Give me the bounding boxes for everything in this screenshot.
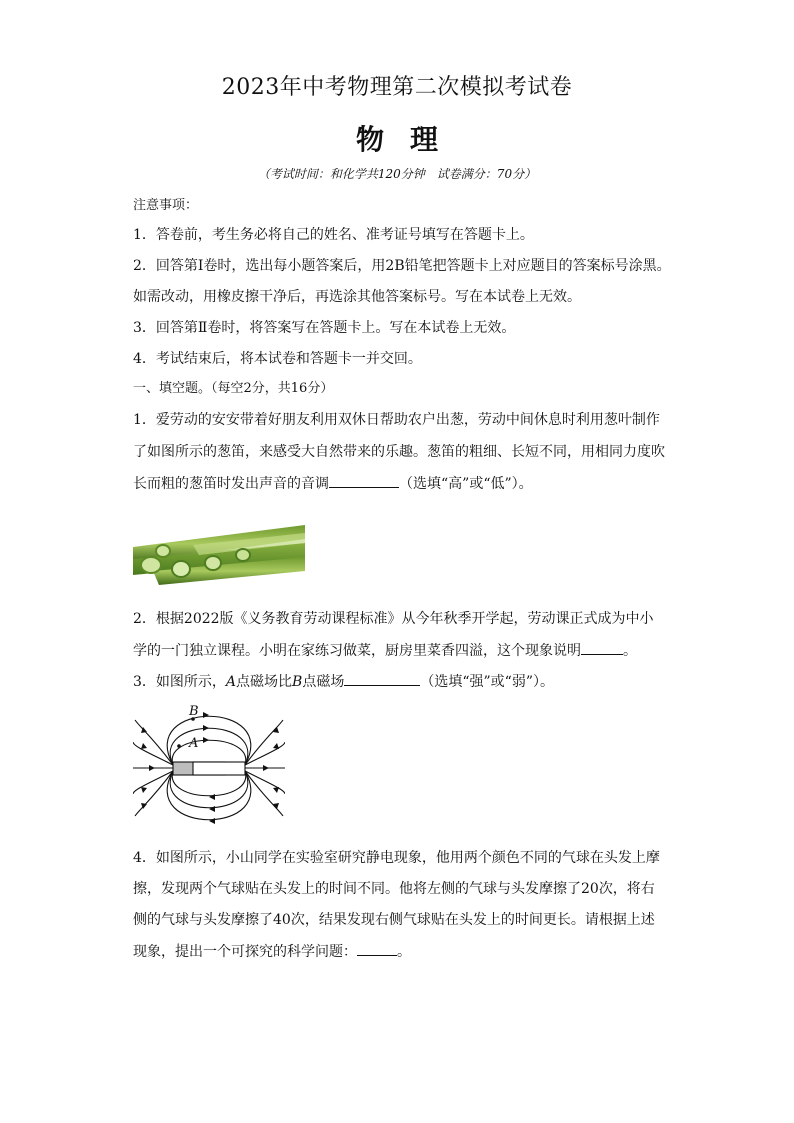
notice-item: 如需改动，用橡皮擦干净后，再选涂其他答案标号。写在本试卷上无效。: [133, 289, 581, 305]
exam-info: （考试时间：和化学共120分钟 试卷满分：70分）: [257, 167, 537, 181]
q3-var-a: A: [225, 674, 237, 690]
q4-text-post: 。: [397, 944, 411, 960]
subject-title: 物理: [355, 123, 464, 156]
answer-blank[interactable]: [581, 640, 623, 655]
q4-text: 侧的气球与头发摩擦了40次，结果发现右侧气球贴在头发上的时间更长。请根据上述: [133, 912, 655, 928]
q4-text: 擦，发现两个气球贴在头发上的时间不同。他将左侧的气球与头发摩擦了20次，将右: [133, 881, 655, 897]
onion-flute-image: [133, 521, 305, 585]
q2-text: [133, 640, 637, 661]
q2-text: 2．根据2022版《义务教育劳动课程标准》从今年秋季开学起，劳动课正式成为中小: [133, 611, 654, 627]
q3-text-post1: 点磁场: [302, 674, 345, 690]
q1-text-post: （选填“高”或“低”）。: [399, 476, 533, 492]
answer-blank[interactable]: [344, 671, 420, 686]
q2-text-pre: 学的一门独立课程。小明在家练习做菜，厨房里菜香四溢，这个现象说明: [133, 643, 581, 659]
q4-text: 4．如图所示，小山同学在实验室研究静电现象，他用两个颜色不同的气球在头发上摩: [133, 850, 660, 866]
q1-text: 了如图所示的葱笛，来感受大自然带来的乐趣。葱笛的粗细、长短不同，用相同力度吹: [133, 444, 665, 460]
notice-heading: 注意事项：: [133, 198, 199, 213]
answer-blank[interactable]: [329, 473, 399, 488]
section-heading: 一、填空题。（每空2分，共16分）: [133, 381, 334, 396]
magnetic-field-figure: [133, 702, 285, 840]
q4-text: [133, 941, 411, 962]
notice-item: 2．回答第Ⅰ卷时，选出每小题答案后，用2B铅笔把答题卡上对应题目的答案标号涂黑。: [133, 258, 671, 274]
q3-text-post2: （选填“强”或“弱”）。: [420, 674, 554, 690]
figure-label-a: A: [189, 736, 199, 751]
q3-text-pre: 3．如图所示，: [133, 674, 226, 690]
q3-var-b: B: [292, 674, 303, 690]
q1-text: [133, 473, 533, 494]
q3-text-mid: 点磁场比: [236, 674, 293, 690]
q4-text-pre: 现象，提出一个可探究的科学问题：: [133, 944, 357, 960]
q3-text: [133, 671, 554, 692]
q1-text: 1．爱劳动的安安带着好朋友利用双休日帮助农户出葱，劳动中间休息时利用葱叶制作: [133, 412, 660, 428]
figure-label-b: B: [189, 704, 199, 719]
notice-item: 4．考试结束后，将本试卷和答题卡一并交回。: [133, 351, 422, 367]
answer-blank[interactable]: [357, 941, 397, 956]
q1-text-pre: 长而粗的葱笛时发出声音的音调: [133, 476, 329, 492]
notice-item: 1．答卷前，考生务必将自己的姓名、准考证号填写在答题卡上。: [133, 227, 534, 243]
notice-item: 3．回答第Ⅱ卷时，将答案写在答题卡上。写在本试卷上无效。: [133, 320, 516, 336]
q2-text-post: 。: [623, 643, 637, 659]
exam-title: 2023年中考物理第二次模拟考试卷: [221, 75, 573, 100]
